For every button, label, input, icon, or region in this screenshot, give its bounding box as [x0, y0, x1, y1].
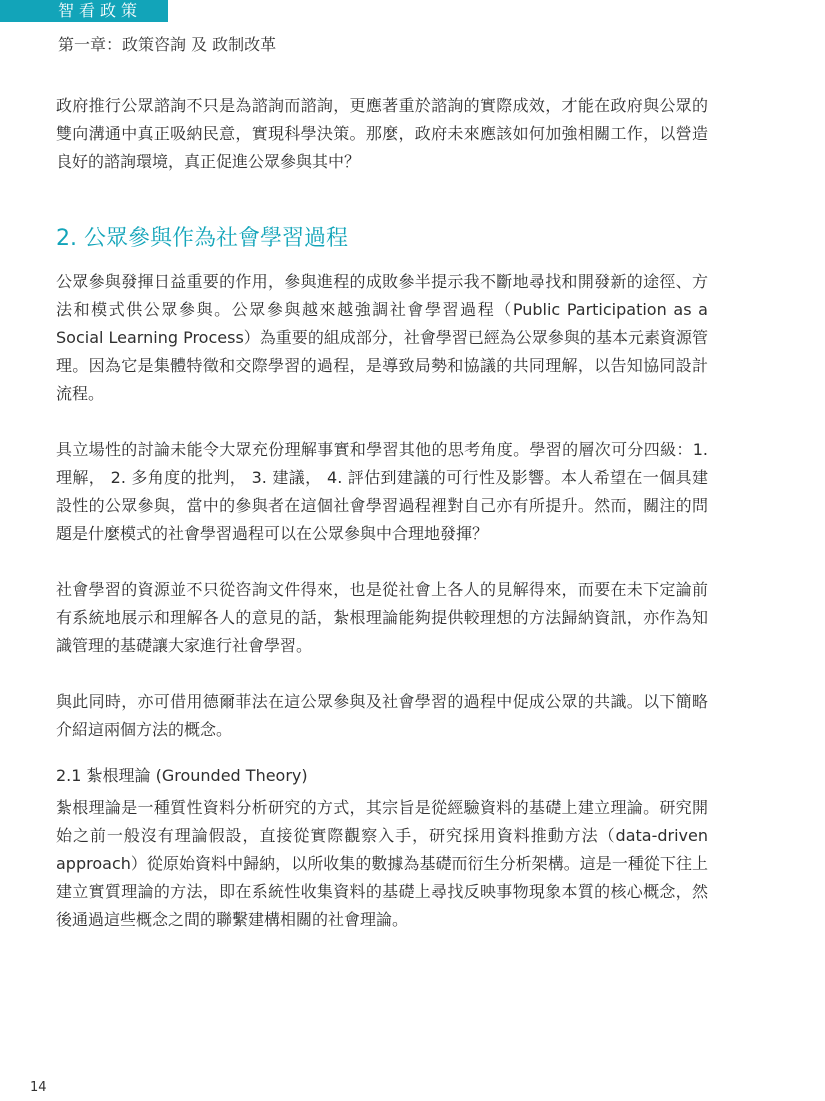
- chapter-title: 第一章：政策咨詢 及 政制改革: [58, 35, 277, 54]
- section-heading: 2. 公眾參與作為社會學習過程: [56, 226, 348, 251]
- subsection-paragraph: 紮根理論是一種質性資料分析研究的方式，其宗旨是從經驗資料的基礎上建立理論。研究開始之前一般沒有理論假設，直接從實際觀察入手，研究採用資料推動方法（data-driven approach）從原始資料中歸納，以所收集的數據為基礎而衍生分析架構。這是一種從下往上建立實質理論的方法，即在系統性收集資料的基礎上尋找反映事物現象本質的核心概念，然後通過這些概念之間的聯繫建構相關的社會理論。: [56, 798, 708, 929]
- body-paragraph: 與此同時，亦可借用德爾菲法在這公眾參與及社會學習的過程中促成公眾的共識。以下簡略介紹這兩個方法的概念。: [56, 692, 708, 739]
- intro-paragraph: 政府推行公眾諮詢不只是為諮詢而諮詢，更應著重於諮詢的實際成效，才能在政府與公眾的雙向溝通中真正吸納民意，實現科學決策。那麼，政府未來應該如何加強相關工作，以營造良好的諮詢環境，真正促進公眾參與其中？: [56, 96, 708, 171]
- book-title-tab: 智看政策: [0, 0, 168, 22]
- subsection-heading: 2.1 紮根理論 (Grounded Theory): [56, 766, 308, 785]
- body-paragraph: 具立場性的討論未能令大眾充份理解事實和學習其他的思考角度。學習的層次可分四級：1. 理解， 2. 多角度的批判， 3. 建議， 4. 評估到建議的可行性及影響。本人希望在一個具建設性的公眾參與，當中的參與者在這個社會學習過程裡對自己亦有所提升。然而，關注的問題是什麼模式的社會學習過程可以在公眾參與中合理地發揮？: [56, 440, 708, 543]
- page-content: [56, 92, 708, 934]
- body-paragraph: 公眾參與發揮日益重要的作用，參與進程的成敗參半提示我不斷地尋找和開發新的途徑、方法和模式供公眾參與。公眾參與越來越強調社會學習過程（Public Participation as a Social Learning Process）為重要的組成部分，社會學習已經為公眾參與的基本元素資源管理。因為它是集體特徵和交際學習的過程，是導致局勢和協議的共同理解，以告知協同設計流程。: [56, 272, 708, 403]
- page-number: 14: [30, 1080, 47, 1095]
- body-paragraph: 社會學習的資源並不只從咨詢文件得來，也是從社會上各人的見解得來，而要在未下定論前有系統地展示和理解各人的意見的話，紮根理論能夠提供較理想的方法歸納資訊，亦作為知識管理的基礎讓大家進行社會學習。: [56, 580, 708, 655]
